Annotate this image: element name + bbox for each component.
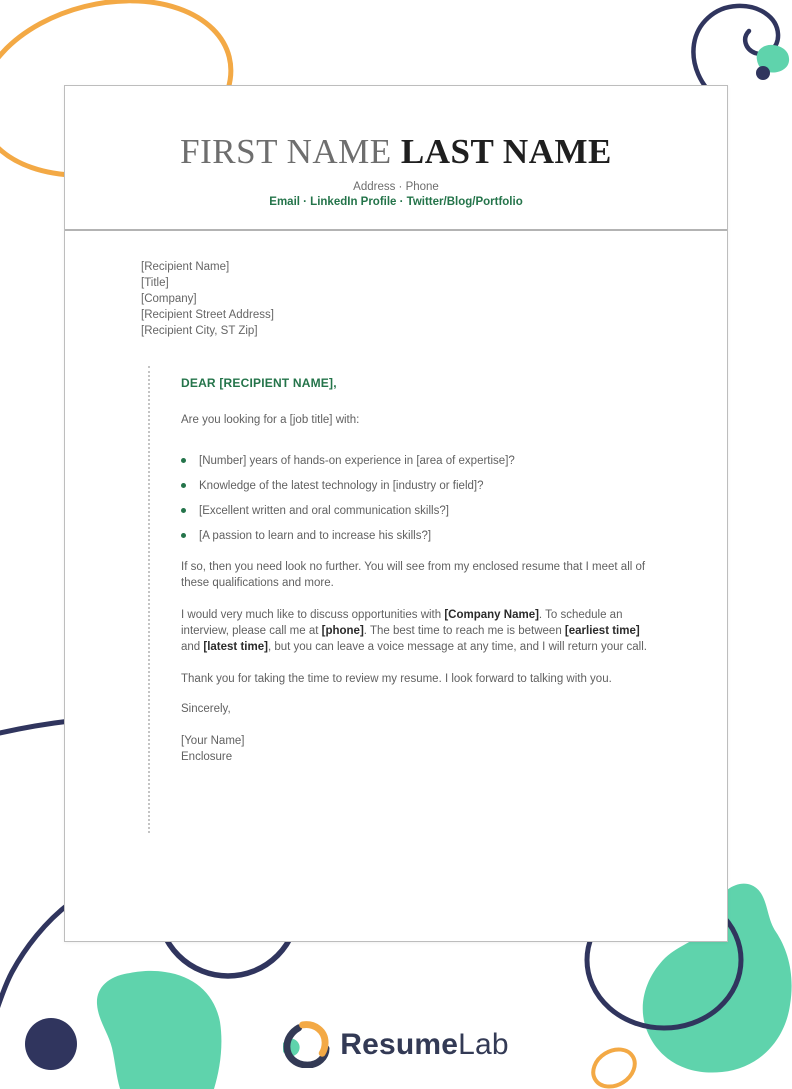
navy-line-left [0,721,70,734]
contact-text: . To schedule an interview, please call me at [181,609,623,637]
first-name: FIRST NAME [180,132,401,171]
bullet-text: [A passion to learn and to increase his skills?] [199,530,432,542]
contact-text: , but you can leave a voice message at any time, and I will return your call. [267,641,647,653]
enclosure-line: Enclosure [181,751,233,763]
recipient-title-line: [Title] [141,277,169,289]
list-item [181,478,659,494]
paragraph-thanks: Thank you for taking the time to review my resume. I look forward to talking with you. [181,673,612,685]
bullet-dot-icon [181,508,186,513]
brand-primary: Resume [340,1027,459,1061]
letter-page [64,85,728,942]
paragraph-contact [181,607,659,655]
phone-placeholder: [phone] [321,625,364,637]
bullet-text: [Number] years of hands-on experience in [area of expertise]? [199,455,515,467]
header-divider [65,229,727,231]
closing-line: Sincerely, [181,703,231,715]
contact-text: . The best time to reach me is between [363,625,565,637]
paragraph-qualifications: If so, then you need look no further. You will see from my enclosed resume that I meet all of these qualifications and more. [181,561,646,589]
letter-header [65,86,727,208]
signature-line: [Your Name] [181,735,245,747]
address-phone-line: Address · Phone [353,181,439,193]
navy-squiggle-bottom-left [0,903,70,1012]
bullet-dot-icon [181,458,186,463]
bullet-text: [Excellent written and oral communication skills?] [199,505,449,517]
recipient-block [141,259,727,339]
last-name: LAST NAME [400,132,612,171]
recipient-street-line: [Recipient Street Address] [141,309,274,321]
contact-text: I would very much like to discuss opportunities with [181,609,445,621]
letter-body [148,366,659,833]
contact-text: and [181,641,204,653]
qualification-list [181,453,659,544]
earliest-time-placeholder: [earliest time] [564,625,640,637]
bullet-dot-icon [181,483,186,488]
salutation: DEAR [RECIPIENT NAME], [181,376,337,390]
navy-dot-top-right [756,66,770,80]
bullet-dot-icon [181,533,186,538]
latest-time-placeholder: [latest time] [203,641,268,653]
company-name-placeholder: [Company Name] [444,609,539,621]
resumelab-logo[interactable] [0,1021,792,1068]
resumelab-logo-icon [283,1021,330,1068]
list-item [181,503,659,519]
recipient-name-line: [Recipient Name] [141,261,230,273]
brand-wordmark [340,1028,509,1062]
recipient-city-line: [Recipient City, ST Zip] [141,325,258,337]
logo-yellow-arc [303,1025,326,1054]
candidate-name [65,132,727,172]
list-item [181,453,659,469]
recipient-company-line: [Company] [141,293,197,305]
intro-line: Are you looking for a [job title] with: [181,414,360,426]
bullet-text: Knowledge of the latest technology in [industry or field]? [199,480,484,492]
brand-secondary: Lab [458,1027,509,1061]
list-item [181,528,659,544]
contact-links-line: Email · LinkedIn Profile · Twitter/Blog/Portfolio [269,196,523,208]
